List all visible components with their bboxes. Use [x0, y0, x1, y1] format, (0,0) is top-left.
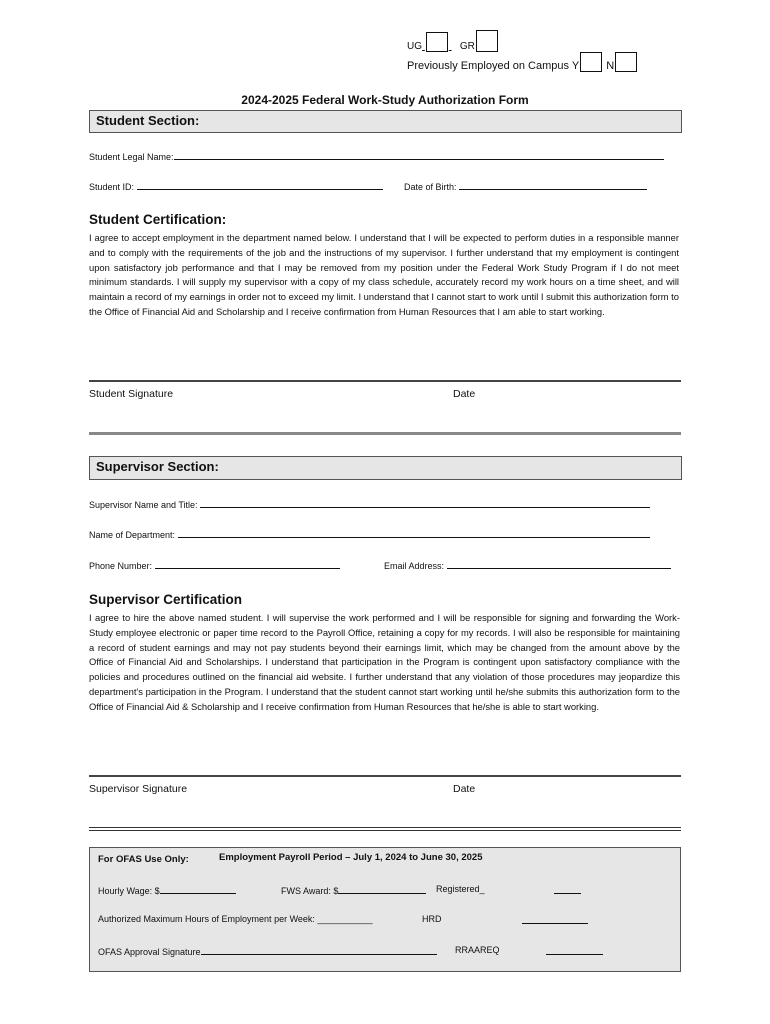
supervisor-section-title: Supervisor Section:	[96, 459, 219, 474]
email-row[interactable]	[384, 559, 671, 571]
dob-label: Date of Birth:	[404, 182, 457, 192]
supervisor-name-row[interactable]	[89, 498, 650, 510]
approval-sig-row[interactable]	[98, 945, 437, 957]
supervisor-date-label: Date	[453, 783, 476, 795]
student-id-field[interactable]	[137, 180, 383, 190]
prev-employed-row	[407, 52, 638, 72]
max-hours-label: Authorized Maximum Hours of Employment per Week: ___________	[98, 914, 373, 924]
section-divider-double	[89, 827, 681, 831]
department-field[interactable]	[178, 528, 650, 538]
phone-row[interactable]	[89, 559, 340, 571]
ug-checkbox[interactable]	[426, 32, 448, 52]
section-divider	[89, 432, 681, 435]
phone-label: Phone Number:	[89, 561, 153, 571]
student-id-label: Student ID:	[89, 182, 135, 192]
hourly-wage-label: Hourly Wage: $	[98, 886, 160, 896]
email-label: Email Address:	[384, 561, 445, 571]
supervisor-certification-heading: Supervisor Certification	[89, 592, 243, 607]
supervisor-certification-text: I agree to hire the above named student. I will supervise the work performed and I will be responsible for signing and forwarding the Work-Study employee electronic or paper time record to the Payroll Office, retaining a copy for my records. I will also be responsible for maintaining a record of student earnings and may not pay students beyond their earnings limit, which may be changed from the amount above by the Office of Financial Aid and Scholarships. I understand that participation in the Program is contingent upon satisfactory compliance with the policies and procedures outlined on the financial aid website. I further understand that any violation of those procedures may jeopardize this department's participation in the Program. I understand that the student cannot start working until he/she submits this authorization form to the Office of Financial Aid & Scholarship and I receive confirmation from Human Resources that he/she is able to start working.	[89, 612, 680, 712]
supervisor-name-label: Supervisor Name and Title:	[89, 500, 198, 510]
supervisor-signature-line[interactable]	[89, 775, 681, 777]
student-legal-name-field[interactable]	[174, 150, 664, 160]
student-certification-text: I agree to accept employment in the department named below. I understand that I will be expected to perform duties in a responsible manner and to comply with the requirements of the job and the instructions of my supervisor. I further understand that my employment is contingent upon satisfactory job performance and that I may be removed from my position under the Federal Work Study Program if I do not meet minimum standards. I will supply my supervisor with a copy of my class schedule, accurately record my work hours on a time sheet, and will maintain a record of my earnings in order not to exceed my limit. I understand that I cannot start to work until I submit this authorization form to the Office of Financial Aid and Scholarship and I receive confirmation from Human Resources that I am able to start working.	[89, 232, 679, 317]
ofas-use-only-label: For OFAS Use Only:	[98, 854, 189, 865]
ug-gr-row	[407, 30, 499, 52]
student-signature-line[interactable]	[89, 380, 681, 382]
phone-field[interactable]	[155, 559, 340, 569]
student-section-bar	[89, 110, 682, 133]
hrd-field[interactable]	[522, 923, 588, 924]
fws-award-label: FWS Award: $	[281, 886, 339, 896]
prev-employed-yes-checkbox[interactable]	[580, 52, 602, 72]
payroll-period: Employment Payroll Period – July 1, 2024 to June 30, 2025	[219, 852, 483, 863]
prev-employed-label: Previously Employed on Campus Y	[407, 60, 580, 72]
supervisor-section-bar	[89, 456, 682, 480]
registered-label: Registered_	[436, 884, 485, 894]
approval-sig-field[interactable]	[201, 945, 437, 955]
hourly-wage-row[interactable]	[98, 884, 236, 896]
supervisor-signature-label: Supervisor Signature	[89, 783, 188, 795]
student-legal-name-row[interactable]	[89, 150, 664, 162]
prev-employed-no-checkbox[interactable]	[615, 52, 637, 72]
rraareq-field[interactable]	[546, 954, 603, 955]
rraareq-label: RRAAREQ	[455, 945, 500, 955]
gr-checkbox[interactable]	[476, 30, 498, 52]
n-label: N	[606, 60, 615, 72]
gr-label: GR	[459, 41, 475, 52]
hrd-label: HRD	[422, 914, 442, 924]
approval-sig-label: OFAS Approval Signature	[98, 947, 201, 957]
hourly-wage-field[interactable]	[160, 884, 236, 894]
department-row[interactable]	[89, 528, 650, 540]
student-certification-heading: Student Certification:	[89, 212, 227, 227]
dob-row[interactable]	[404, 180, 647, 192]
fws-award-field[interactable]	[338, 884, 426, 894]
student-signature-label: Student Signature	[89, 388, 174, 400]
department-label: Name of Department:	[89, 530, 176, 540]
email-field[interactable]	[447, 559, 671, 569]
form-title: 2024-2025 Federal Work-Study Authorization Form	[241, 93, 529, 107]
ug-label: UG	[407, 41, 422, 52]
supervisor-name-field[interactable]	[200, 498, 650, 508]
dob-field[interactable]	[459, 180, 647, 190]
student-legal-name-label: Student Legal Name:	[89, 152, 174, 162]
student-id-row[interactable]	[89, 180, 383, 192]
student-section-title: Student Section:	[96, 113, 200, 128]
ofas-box	[89, 847, 681, 972]
registered-field[interactable]	[554, 893, 581, 894]
fws-award-row[interactable]	[281, 884, 426, 896]
student-date-label: Date	[453, 388, 476, 400]
